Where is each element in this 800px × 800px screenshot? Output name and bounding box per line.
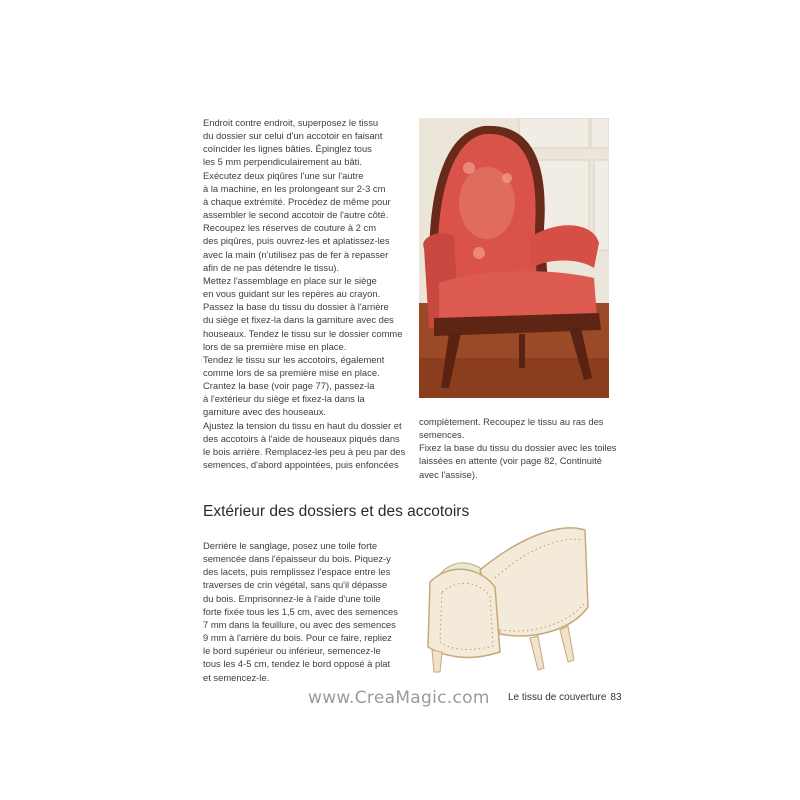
section-heading: Extérieur des dossiers et des accotoirs xyxy=(203,503,470,520)
text-line: lors de sa première mise en place. xyxy=(203,340,347,352)
text-line: Passez la base du tissu du dossier à l'arrière xyxy=(203,301,389,313)
text-line: et semencez-le. xyxy=(203,671,270,683)
page-number: 83 xyxy=(610,692,622,703)
text-line: en vous guidant sur les repères au crayon. xyxy=(203,288,381,300)
text-line: Ajustez la tension du tissu en haut du dossier et xyxy=(203,419,402,431)
text-line: du dossier sur celui d'un accotoir en faisant xyxy=(203,130,383,142)
text-line: traverses de crin végétal, sans qu'il dépasse xyxy=(203,579,388,591)
text-line: à la machine, en les prolongeant sur 2-3 cm xyxy=(203,182,386,194)
text-line: les 5 mm perpendiculairement au bâti. xyxy=(203,156,362,168)
armchair-illustration xyxy=(410,522,600,682)
text-line: Derrière le sanglage, posez une toile forte xyxy=(203,540,378,551)
text-line: Crantez la base (voir page 77), passez-la xyxy=(203,380,375,392)
text-line: comme lors de sa première mise en place. xyxy=(203,366,380,378)
text-line: du bois. Emprisonnez-le à l'aide d'une toile xyxy=(203,592,381,604)
text-line: le bois arrière. Remplacez-les peu à peu par des xyxy=(203,445,406,457)
text-line: semences, d'abord appointées, puis enfoncées xyxy=(203,459,399,471)
text-line: assembler le second accotoir de l'autre côté. xyxy=(203,209,389,221)
body-text-bottom-left xyxy=(203,539,398,684)
text-line: 7 mm dans la feuillure, ou avec des semences xyxy=(203,618,396,630)
text-line: Exécutez deux piqûres l'une sur l'autre xyxy=(203,169,364,181)
text-line: à chaque extrémité. Procédez de même pour xyxy=(203,195,391,207)
text-line: Recoupez les réserves de couture à 2 cm xyxy=(203,222,377,234)
text-line: avec l'assise). xyxy=(419,468,478,480)
text-line: semencée dans l'épaisseur du bois. Piquez-y xyxy=(203,553,391,565)
text-line: coïncider les lignes bâties. Épinglez tous xyxy=(203,143,372,155)
text-line: tous les 4-5 cm, tendez le bord opposé à plat xyxy=(203,658,391,670)
text-line: garniture avec des houseaux. xyxy=(203,406,326,418)
text-line: Endroit contre endroit, superposez le tissu xyxy=(203,117,379,128)
page-footer xyxy=(508,692,622,703)
text-line: houseaux. Tendez le tissu sur le dossier comme xyxy=(203,327,403,339)
text-line: des accotoirs à l'aide de houseaux piqués dans xyxy=(203,432,400,444)
body-text-top-right xyxy=(419,415,617,481)
text-line: des piqûres, puis ouvrez-les et aplatissez-les xyxy=(203,235,390,247)
text-line: laissées en attente (voir page 82, Continuité xyxy=(419,455,602,467)
text-line: Fixez la base du tissu du dossier avec les toiles xyxy=(419,442,617,454)
text-line: 9 mm à l'arrière du bois. Pour ce faire, repliez xyxy=(203,632,392,644)
text-line: du siège et fixez-la dans la garniture avec des xyxy=(203,314,394,326)
text-line: complètement. Recoupez le tissu au ras des xyxy=(419,416,604,427)
text-line: forte fixée tous les 1,5 cm, avec des semences xyxy=(203,605,398,617)
text-line: semences. xyxy=(419,429,465,441)
text-line: afin de ne pas détendre le tissu). xyxy=(203,261,340,273)
armchair-photo xyxy=(419,118,609,398)
text-line: Tendez le tissu sur les accotoirs, également xyxy=(203,353,385,365)
text-line: avec la main (n'utilisez pas de fer à repasser xyxy=(203,248,389,260)
footer-chapter-title: Le tissu de couverture xyxy=(508,692,607,703)
text-line: à l'extérieur du siège et fixez-la dans la xyxy=(203,393,365,405)
body-text-top-left xyxy=(203,116,405,471)
text-line: le bord supérieur ou inférieur, semencez-le xyxy=(203,645,381,657)
text-line: Mettez l'assemblage en place sur le siège xyxy=(203,274,377,286)
text-line: des lacets, puis remplissez l'espace entre les xyxy=(203,566,391,578)
watermark-text: www.CreaMagic.com xyxy=(308,688,490,708)
